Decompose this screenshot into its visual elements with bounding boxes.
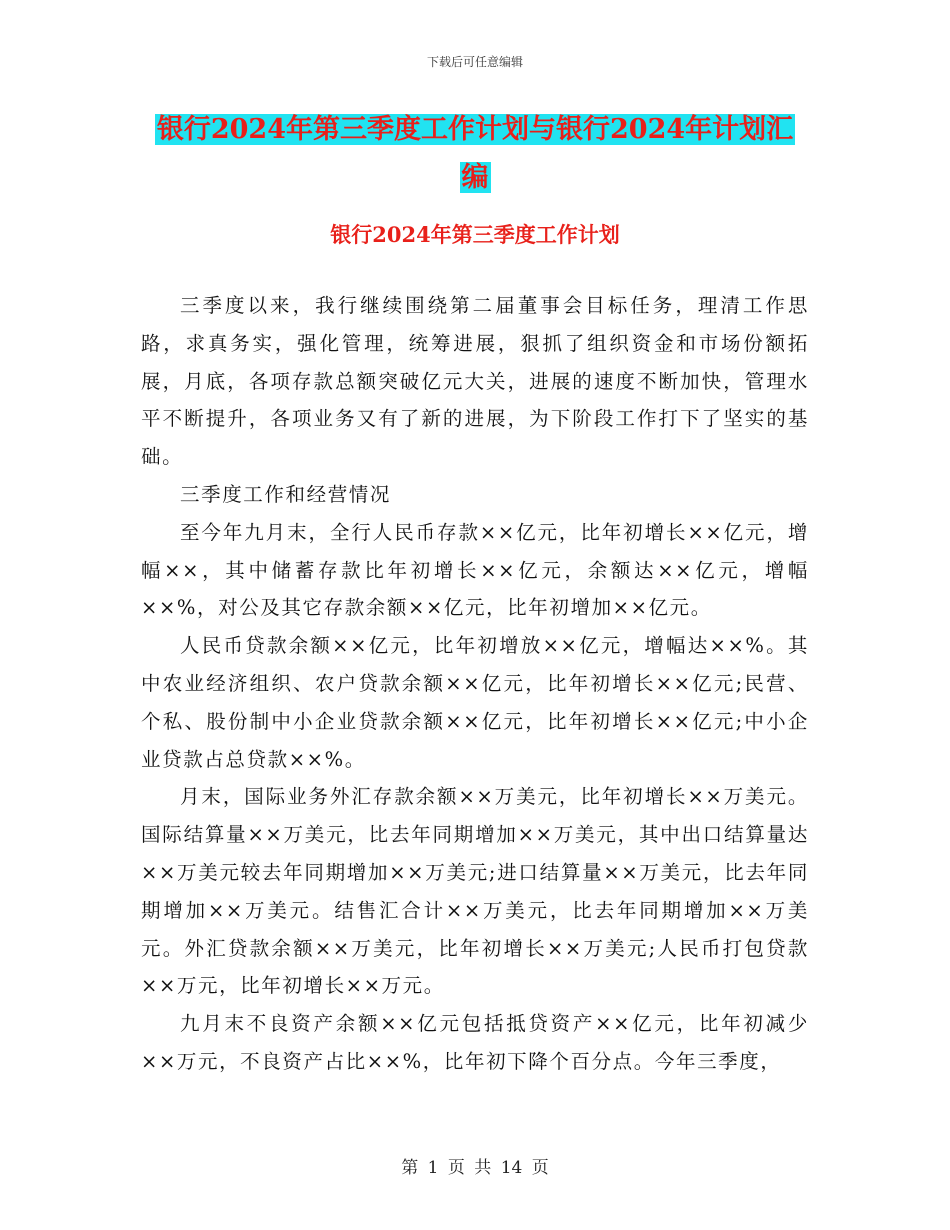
document-body [141,287,809,1081]
page-number-footer: 第 1 页 共 14 页 [401,1158,549,1178]
page-header-note: 下载后可任意编辑 [426,55,523,69]
document-title-line1: 银行2024年第三季度工作计划与银行2024年计划汇 [156,114,794,145]
paragraph: 九月末不良资产余额××亿元包括抵贷资产××亿元，比年初减少××万元，不良资产占比××%，比年初下降个百分点。今年三季度， [141,1012,809,1073]
paragraph: 至今年九月末，全行人民币存款××亿元，比年初增长××亿元，增幅××，其中储蓄存款比年初增长××亿元，余额达××亿元，增幅××%，对公及其它存款余额××亿元，比年初增加××亿元。 [141,520,809,620]
document-title-line2: 编 [461,162,489,193]
document-title [0,106,950,202]
paragraph: 人民币贷款余额××亿元，比年初增放××亿元，增幅达××%。其中农业经济组织、农户贷款余额××亿元，比年初增长××亿元;民营、个私、股份制中小企业贷款余额××亿元，比年初增长××亿元;中小企业贷款占总贷款××%。 [141,634,809,771]
paragraph: 三季度工作和经营情况 [180,482,392,506]
section-title: 银行2024年第三季度工作计划 [330,222,620,247]
paragraph: 月末，国际业务外汇存款余额××万美元，比年初增长××万美元。国际结算量××万美元，比去年同期增加××万美元，其中出口结算量达××万美元较去年同期增加××万美元;进口结算量××万美元，比去年同期增加××万美元。结售汇合计××万美元，比去年同期增加××万美元。外汇贷款余额××万美元，比年初增长××万美元;人民币打包贷款××万元，比年初增长××万元。 [141,785,809,998]
paragraph: 三季度以来，我行继续围绕第二届董事会目标任务，理清工作思路，求真务实，强化管理，统筹进展，狠抓了组织资金和市场份额拓展，月底，各项存款总额突破亿元大关，进展的速度不断加快，管理水平不断提升，各项业务又有了新的进展，为下阶段工作打下了坚实的基础。 [141,294,809,469]
